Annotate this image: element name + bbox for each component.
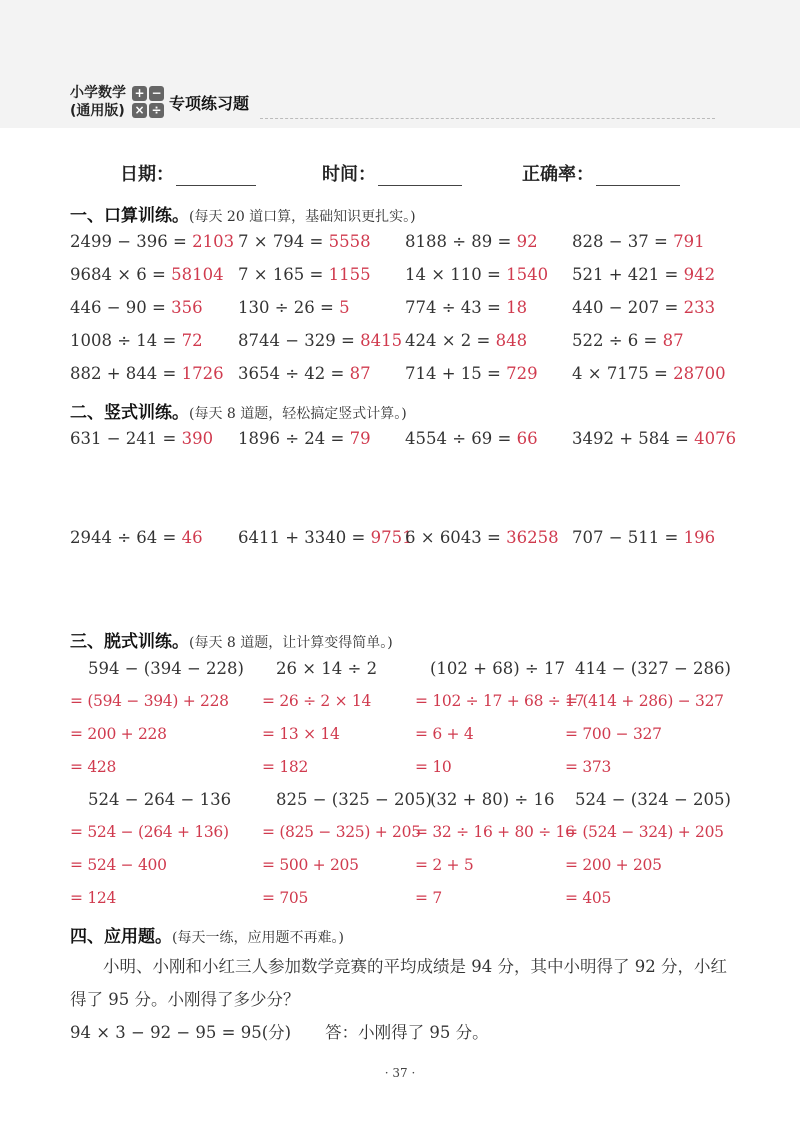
- step-calc-question: 26 × 14 ÷ 2: [276, 659, 378, 678]
- question: 2944 ÷ 64 =: [70, 528, 182, 547]
- time-label: 时间：: [322, 164, 376, 185]
- answer: 1540: [506, 265, 549, 284]
- plus-icon: +: [132, 86, 147, 101]
- brand-line-2: (通用版): [70, 103, 125, 119]
- question: 714 + 15 =: [405, 364, 507, 383]
- answer: 729: [506, 364, 538, 383]
- answer: 9751: [370, 528, 413, 547]
- step-calc-question: (32 + 80) ÷ 16: [430, 790, 555, 809]
- mental-math-item: [572, 232, 705, 251]
- section-1-title: [70, 201, 416, 226]
- mental-math-item: [405, 298, 527, 317]
- times-icon: ×: [132, 103, 147, 118]
- question: 882 + 844 =: [70, 364, 182, 383]
- section-1-heading: 一、口算训练。: [70, 206, 189, 226]
- answer: 848: [495, 331, 528, 350]
- mental-math-item: [238, 364, 371, 383]
- section-3-heading: 三、脱式训练。: [70, 632, 189, 652]
- step-calc-step: = 500 + 205: [262, 856, 359, 874]
- step-calc-question: 524 − 264 − 136: [88, 790, 232, 809]
- book-title: 专项练习题: [169, 93, 250, 113]
- question: 424 × 2 =: [405, 331, 496, 350]
- vertical-calc-item: [405, 429, 538, 448]
- question: 4 × 7175 =: [572, 364, 674, 383]
- answer: 58104: [171, 265, 224, 284]
- step-calc-step: = 6 + 4: [415, 725, 474, 743]
- step-calc-step: = 200 + 205: [565, 856, 662, 874]
- question: 6411 + 3340 =: [238, 528, 371, 547]
- step-calc-step: = 32 ÷ 16 + 80 ÷ 16: [415, 823, 575, 841]
- answer: 233: [683, 298, 716, 317]
- mental-math-item: [70, 232, 234, 251]
- question: 8188 ÷ 89 =: [405, 232, 517, 251]
- question: 1008 ÷ 14 =: [70, 331, 182, 350]
- step-calc-step: = (524 − 324) + 205: [565, 823, 724, 841]
- step-calc-step: = 13 × 14: [262, 725, 340, 743]
- mental-math-item: [572, 265, 715, 284]
- mental-math-item: [572, 298, 715, 317]
- step-calc-step: = (414 + 286) − 327: [565, 692, 724, 710]
- question: 130 ÷ 26 =: [238, 298, 340, 317]
- question: 6 × 6043 =: [405, 528, 507, 547]
- section-2-heading: 二、竖式训练。: [70, 403, 189, 423]
- mental-math-item: [70, 331, 203, 350]
- question: 9684 × 6 =: [70, 265, 172, 284]
- question: 2499 − 396 =: [70, 232, 193, 251]
- answer: 66: [516, 429, 538, 448]
- question: 14 × 110 =: [405, 265, 507, 284]
- info-row: [0, 160, 800, 190]
- mental-math-item: [238, 298, 350, 317]
- mental-math-item: [405, 331, 527, 350]
- step-calc-step: = 200 + 228: [70, 725, 167, 743]
- date-label: 日期：: [120, 164, 174, 185]
- step-calc-step: = 182: [262, 758, 308, 776]
- answer: 5558: [328, 232, 371, 251]
- question: 446 − 90 =: [70, 298, 172, 317]
- section-2-note: (每天 8 道题，轻松搞定竖式计算。): [189, 406, 407, 422]
- page-number: · 37 ·: [384, 1066, 416, 1080]
- section-3-note: (每天 8 道题，让计算变得简单。): [189, 635, 393, 651]
- vertical-calc-item: [572, 429, 736, 448]
- vertical-calc-item: [70, 528, 203, 547]
- answer: 18: [506, 298, 528, 317]
- accuracy-field[interactable]: [522, 160, 680, 186]
- answer: 356: [171, 298, 203, 317]
- step-calc-step: = 524 − (264 + 136): [70, 823, 229, 841]
- section-3-title: [70, 627, 393, 652]
- question: 3492 + 584 =: [572, 429, 695, 448]
- answer: 4076: [694, 429, 737, 448]
- question: 631 − 241 =: [70, 429, 182, 448]
- solution-expression: 94 × 3 − 92 − 95 = 95(分): [70, 1023, 292, 1042]
- step-calc-step: = 2 + 5: [415, 856, 474, 874]
- step-calc-step: = 26 ÷ 2 × 14: [262, 692, 372, 710]
- question: 1896 ÷ 24 =: [238, 429, 350, 448]
- time-blank[interactable]: [378, 161, 462, 186]
- answer: 942: [683, 265, 716, 284]
- section-4-title: [70, 922, 344, 947]
- minus-icon: −: [149, 86, 164, 101]
- question: 707 − 511 =: [572, 528, 684, 547]
- word-problem: 小明、小刚和小红三人参加数学竞赛的平均成绩是 94 分，其中小明得了 92 分，小红得了 95 分。小刚得了多少分？: [70, 957, 727, 1009]
- operator-icons: [132, 86, 164, 118]
- question: 828 − 37 =: [572, 232, 674, 251]
- vertical-calc-item: [572, 528, 715, 547]
- step-calc-step: = 7: [415, 889, 442, 907]
- answer: 2103: [192, 232, 235, 251]
- word-problem-solution: [70, 1016, 740, 1049]
- mental-math-item: [405, 265, 548, 284]
- step-calc-step: = 10: [415, 758, 452, 776]
- step-calc-question: 414 − (327 − 286): [575, 659, 731, 678]
- question: 774 ÷ 43 =: [405, 298, 507, 317]
- answer: 28700: [673, 364, 726, 383]
- answer: 72: [181, 331, 203, 350]
- mental-math-item: [238, 265, 371, 284]
- question: 4554 ÷ 69 =: [405, 429, 517, 448]
- question: 8744 − 329 =: [238, 331, 361, 350]
- step-calc-step: = 102 ÷ 17 + 68 ÷ 17: [415, 692, 585, 710]
- header-divider: [260, 118, 715, 119]
- mental-math-item: [572, 364, 726, 383]
- mental-math-item: [70, 298, 203, 317]
- mental-math-item: [572, 331, 684, 350]
- mental-math-item: [70, 265, 224, 284]
- section-4-note: (每天一练，应用题不再难。): [172, 930, 344, 946]
- vertical-calc-item: [405, 528, 559, 547]
- mental-math-item: [70, 364, 224, 383]
- divide-icon: ÷: [149, 103, 164, 118]
- step-calc-step: = 700 − 327: [565, 725, 662, 743]
- question: 522 ÷ 6 =: [572, 331, 663, 350]
- answer: 79: [349, 429, 371, 448]
- step-calc-step: = 124: [70, 889, 116, 907]
- step-calc-step: = (594 − 394) + 228: [70, 692, 229, 710]
- question: 3654 ÷ 42 =: [238, 364, 350, 383]
- answer: 1155: [328, 265, 371, 284]
- question: 7 × 794 =: [238, 232, 329, 251]
- accuracy-label: 正确率：: [522, 164, 594, 185]
- brand-line-1: 小学数学: [70, 85, 126, 101]
- answer: 1726: [181, 364, 224, 383]
- accuracy-blank[interactable]: [596, 161, 680, 186]
- step-calc-step: = 428: [70, 758, 116, 776]
- book-brand: [70, 84, 126, 120]
- answer: 36258: [506, 528, 559, 547]
- vertical-calc-item: [70, 429, 213, 448]
- answer: 92: [516, 232, 538, 251]
- section-2-title: [70, 398, 407, 423]
- mental-math-item: [405, 232, 538, 251]
- book-header: [70, 84, 249, 120]
- answer: 5: [339, 298, 350, 317]
- step-calc-step: = 373: [565, 758, 611, 776]
- time-field[interactable]: [322, 160, 462, 186]
- step-calc-question: 825 − (325 − 205): [276, 790, 432, 809]
- section-1-note: (每天 20 道口算，基础知识更扎实。): [189, 209, 416, 225]
- step-calc-step: = 405: [565, 889, 611, 907]
- answer: 196: [683, 528, 716, 547]
- mental-math-item: [405, 364, 538, 383]
- step-calc-question: 524 − (324 − 205): [575, 790, 731, 809]
- mental-math-item: [238, 232, 371, 251]
- step-calc-step: = 524 − 400: [70, 856, 167, 874]
- question: 521 + 421 =: [572, 265, 684, 284]
- step-calc-step: = 705: [262, 889, 308, 907]
- answer: 87: [349, 364, 371, 383]
- answer: 791: [673, 232, 705, 251]
- mental-math-item: [238, 331, 402, 350]
- section-4-heading: 四、应用题。: [70, 927, 172, 947]
- answer: 87: [662, 331, 684, 350]
- vertical-calc-item: [238, 429, 371, 448]
- question: 440 − 207 =: [572, 298, 684, 317]
- step-calc-question: (102 + 68) ÷ 17: [430, 659, 565, 678]
- solution-answer: 答：小刚得了 95 分。: [325, 1023, 489, 1042]
- date-field[interactable]: [120, 160, 256, 186]
- date-blank[interactable]: [176, 161, 256, 186]
- answer: 8415: [360, 331, 403, 350]
- vertical-calc-item: [238, 528, 413, 547]
- question: 7 × 165 =: [238, 265, 329, 284]
- answer: 46: [181, 528, 203, 547]
- step-calc-step: = (825 − 325) + 205: [262, 823, 421, 841]
- answer: 390: [181, 429, 214, 448]
- step-calc-question: 594 − (394 − 228): [88, 659, 244, 678]
